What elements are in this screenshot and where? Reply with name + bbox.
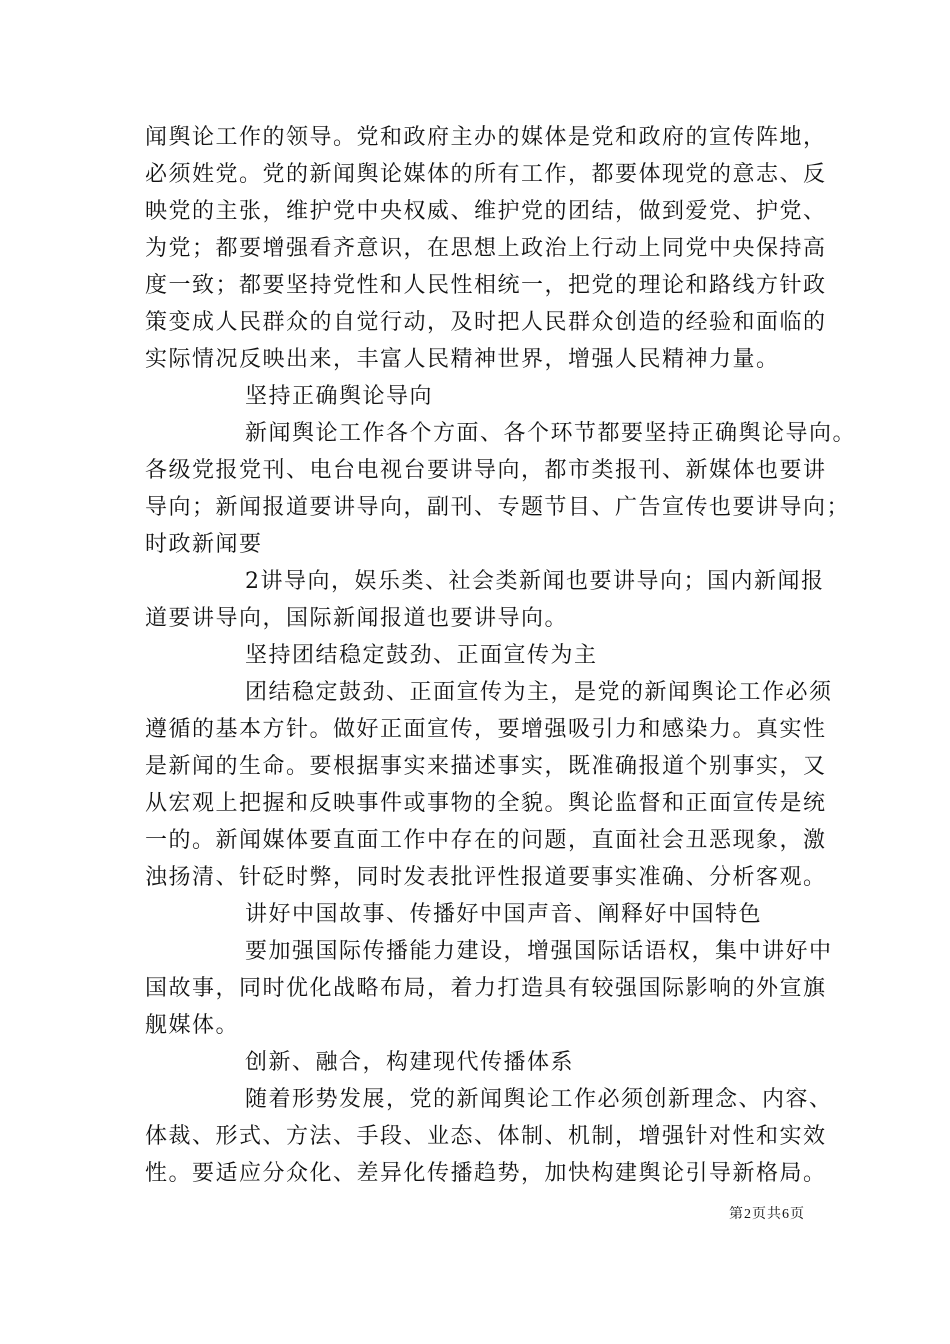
paragraph-line-indented: 新闻舆论工作各个方面、各个环节都要坚持正确舆论导向。 [245, 421, 857, 446]
paragraph-line: 舰媒体。 [145, 1013, 240, 1038]
paragraph-line: 道要讲导向，国际新闻报道也要讲导向。 [145, 606, 569, 631]
paragraph-line: 映党的主张，维护党中央权威、维护党的团结，做到爱党、护党、 [145, 199, 827, 224]
paragraph-line-indented: 坚持团结稳定鼓劲、正面宣传为主 [245, 643, 598, 668]
paragraph-line: 时政新闻要 [145, 532, 263, 557]
paragraph-line: 度一致；都要坚持党性和人民性相统一，把党的理论和路线方针政 [145, 273, 827, 298]
paragraph-line-indented: 讲好中国故事、传播好中国声音、阐释好中国特色 [245, 902, 763, 927]
paragraph-line: 必须姓党。党的新闻舆论媒体的所有工作，都要体现党的意志、反 [145, 162, 827, 187]
paragraph-line: 为党；都要增强看齐意识，在思想上政治上行动上同党中央保持高 [145, 236, 827, 261]
paragraph-line-indented: 创新、融合，构建现代传播体系 [245, 1050, 575, 1075]
paragraph-line: 一的。新闻媒体要直面工作中存在的问题，直面社会丑恶现象，激 [145, 828, 827, 853]
paragraph-line: 是新闻的生命。要根据事实来描述事实，既准确报道个别事实，又 [145, 754, 827, 779]
paragraph-line-indented: 2讲导向，娱乐类、社会类新闻也要讲导向；国内新闻报 [245, 569, 825, 594]
page-number-footer: 第2页共6页 [729, 1207, 805, 1222]
paragraph-line: 性。要适应分众化、差异化传播趋势，加快构建舆论引导新格局。 [145, 1161, 827, 1186]
paragraph-line: 实际情况反映出来，丰富人民精神世界，增强人民精神力量。 [145, 347, 780, 372]
paragraph-line: 策变成人民群众的自觉行动，及时把人民群众创造的经验和面临的 [145, 310, 827, 335]
paragraph-line-indented: 随着形势发展，党的新闻舆论工作必须创新理念、内容、 [245, 1087, 833, 1112]
paragraph-line: 遵循的基本方针。做好正面宣传，要增强吸引力和感染力。真实性 [145, 717, 827, 742]
paragraph-line: 导向；新闻报道要讲导向，副刊、专题节目、广告宣传也要讲导向； [145, 495, 851, 520]
paragraph-line-indented: 团结稳定鼓劲、正面宣传为主，是党的新闻舆论工作必须 [245, 680, 833, 705]
paragraph-line: 从宏观上把握和反映事件或事物的全貌。舆论监督和正面宣传是统 [145, 791, 827, 816]
paragraph-line: 国故事，同时优化战略布局，着力打造具有较强国际影响的外宣旗 [145, 976, 827, 1001]
paragraph-line: 体裁、形式、方法、手段、业态、体制、机制，增强针对性和实效 [145, 1124, 827, 1149]
paragraph-line-indented: 坚持正确舆论导向 [245, 384, 434, 409]
paragraph-line-indented: 要加强国际传播能力建设，增强国际话语权，集中讲好中 [245, 939, 833, 964]
paragraph-line: 闻舆论工作的领导。党和政府主办的媒体是党和政府的宣传阵地， [145, 125, 827, 150]
paragraph-line: 浊扬清、针砭时弊，同时发表批评性报道要事实准确、分析客观。 [145, 865, 827, 890]
paragraph-line: 各级党报党刊、电台电视台要讲导向，都市类报刊、新媒体也要讲 [145, 458, 827, 483]
